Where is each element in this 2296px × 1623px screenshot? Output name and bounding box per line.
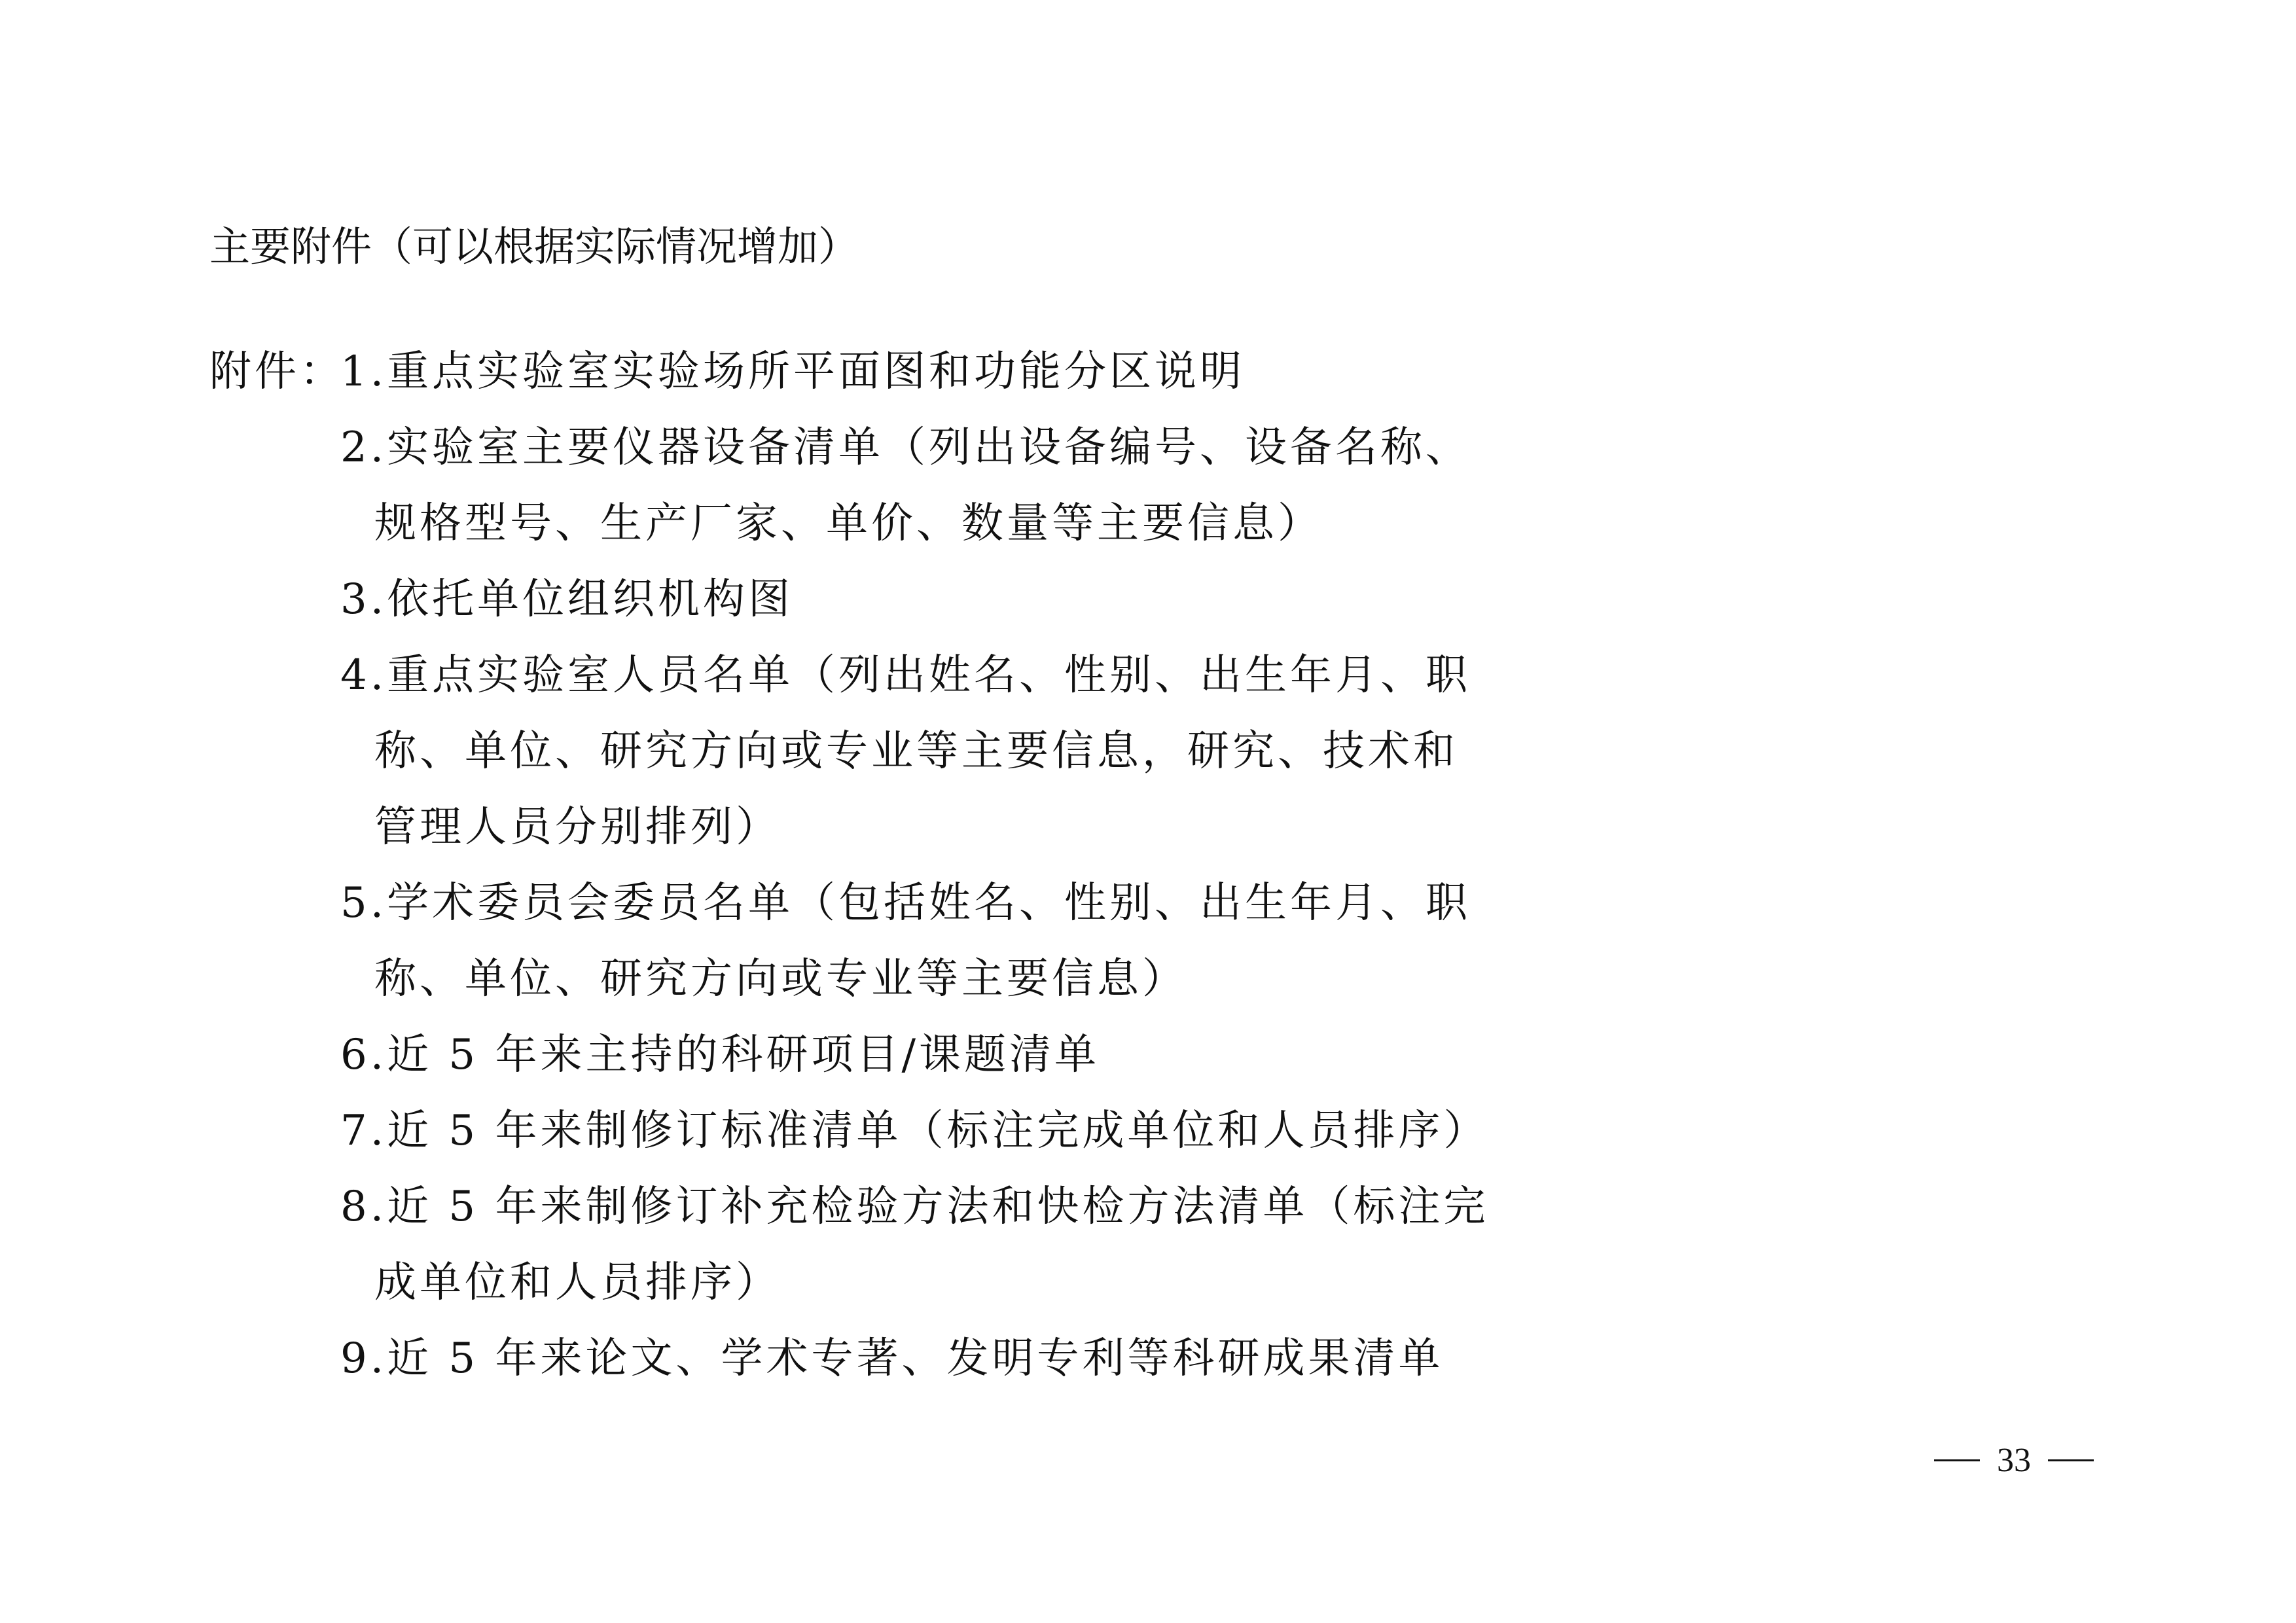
attachment-item-5-cont: 称、单位、研究方向或专业等主要信息） xyxy=(374,955,1187,1003)
attachment-item-5: 5.学术委员会委员名单（包括姓名、性别、出生年月、职 xyxy=(340,879,1471,927)
page-number: 33 xyxy=(1997,1442,2031,1479)
footer-dash-right xyxy=(2048,1459,2094,1461)
attachment-item-2: 2.实验室主要仪器设备清单（列出设备编号、设备名称、 xyxy=(340,423,1471,472)
attachment-item-8: 8.近 5 年来制修订补充检验方法和快检方法清单（标注完 xyxy=(340,1183,1489,1231)
attachment-item-4-cont-1: 称、单位、研究方向或专业等主要信息，研究、技术和 xyxy=(374,727,1458,776)
attachment-item-8-cont: 成单位和人员排序） xyxy=(374,1258,781,1307)
page-footer xyxy=(1934,1441,2094,1480)
attachment-item-6: 6.近 5 年来主持的科研项目/课题清单 xyxy=(340,1031,1100,1079)
section-heading: 主要附件（可以根据实际情况增加） xyxy=(209,223,859,270)
footer-dash-left xyxy=(1934,1459,1980,1461)
attachment-item-3: 3.依托单位组织机构图 xyxy=(340,575,794,624)
attachment-item-9: 9.近 5 年来论文、学术专著、发明专利等科研成果清单 xyxy=(340,1334,1444,1383)
attachment-item-4-cont-2: 管理人员分别排列） xyxy=(374,803,781,851)
attachment-item-7: 7.近 5 年来制修订标准清单（标注完成单位和人员排序） xyxy=(340,1107,1489,1155)
attachment-item-4: 4.重点实验室人员名单（列出姓名、性别、出生年月、职 xyxy=(340,651,1471,700)
attachments-prefix: 附件： xyxy=(209,348,345,396)
attachment-item-1: 1.重点实验室实验场所平面图和功能分区说明 xyxy=(340,348,1246,396)
attachment-item-2-cont: 规格型号、生产厂家、单价、数量等主要信息） xyxy=(374,499,1323,548)
